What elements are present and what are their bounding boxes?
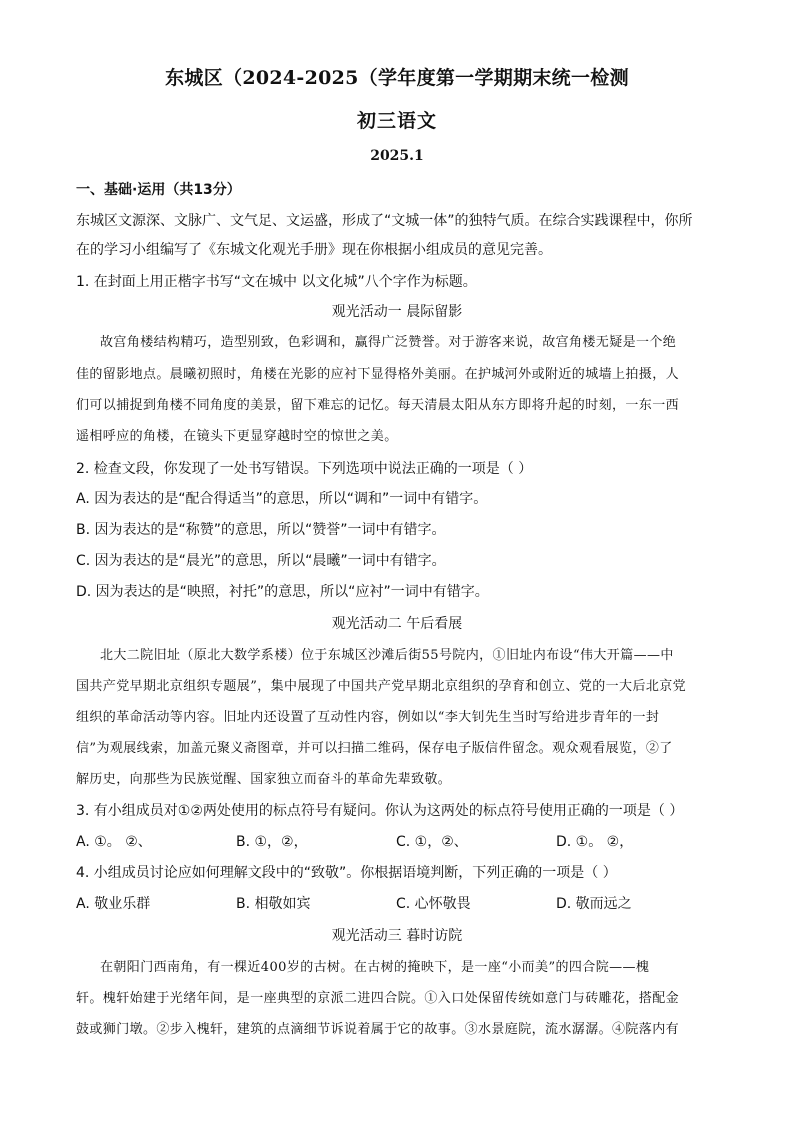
question-3-option: C. ①，②、 xyxy=(396,834,468,850)
activity-1-heading: 观光活动一 晨际留影 xyxy=(331,304,463,320)
question-4-stem: 4. 小组成员讨论应如何理解文段中的“致敬”。你根据语境判断，下列正确的一项是（ ） xyxy=(76,865,617,881)
passage-line: 故宫角楼结构精巧，造型别致，色彩调和，赢得广泛赞誉。对于游客来说，故宫角楼无疑是一个绝 xyxy=(100,335,677,350)
passage-line: 国共产党早期北京组织专题展”，集中展现了中国共产党早期北京组织的孕育和创立、党的一大后北京党 xyxy=(76,679,687,694)
passage-line: 解历史，向那些为民族觉醒、国家独立而奋斗的革命先辈致敬。 xyxy=(76,772,452,787)
question-3-stem: 3. 有小组成员对①②两处使用的标点符号有疑问。你认为这两处的标点符号使用正确的一项是（ ） xyxy=(76,803,684,819)
question-3-option: B. ①，②， xyxy=(236,834,308,850)
passage-line: 佳的留影地点。晨曦初照时，角楼在光影的应衬下显得格外美丽。在护城河外或附近的城墙上拍摄，人 xyxy=(76,367,680,382)
exam-subject: 初三语文 xyxy=(356,110,437,132)
passage-line: 轩。槐轩始建于光绪年间，是一座典型的京派二进四合院。①入口处保留传统如意门与砖雕花，搭配金 xyxy=(76,991,680,1006)
question-4-option: D. 敬而远之 xyxy=(556,896,632,912)
question-2-stem: 2. 检查文段，你发现了一处书写错误。下列选项中说法正确的一项是（ ） xyxy=(76,461,533,477)
exam-title: 东城区（2024-2025（学年度第一学期期末统一检测 xyxy=(165,67,629,89)
question-2-option: A. 因为表达的是“配合得适当”的意思，所以“调和”一词中有错字。 xyxy=(76,491,488,507)
activity-2-heading: 观光活动二 午后看展 xyxy=(331,616,463,632)
passage-line: 组织的革命活动等内容。旧址内还设置了互动性内容，例如以“李大钊先生当时写给进步青年的一封 xyxy=(76,710,660,725)
intro-line: 东城区文源深、文脉广、文气足、文运盛，形成了“文城一体”的独特气质。在综合实践课程中，你所 xyxy=(76,213,693,229)
activity-3-heading: 观光活动三 暮时访院 xyxy=(331,928,463,944)
question-4-option: C. 心怀敬畏 xyxy=(396,896,471,912)
passage-line: 鼓或狮门墩。②步入槐轩，建筑的点滴细节诉说着属于它的故事。③水景庭院，流水潺潺。④院落内有 xyxy=(76,1022,680,1037)
question-3-option: A. ①。 ②、 xyxy=(76,834,152,850)
passage-line: 在朝阳门西南角，有一棵近400岁的古树。在古树的掩映下，是一座“小而美”的四合院——槐 xyxy=(100,960,650,975)
question-2-option: D. 因为表达的是“映照，衬托”的意思，所以“应衬”一词中有错字。 xyxy=(76,584,489,600)
passage-line: 遥相呼应的角楼，在镜头下更显穿越时空的惊世之美。 xyxy=(76,429,398,444)
question-4-option: A. 敬业乐群 xyxy=(76,896,151,912)
question-3-option: D. ①。 ②， xyxy=(556,834,634,850)
passage-line: 们可以捕捉到角楼不同角度的美景，留下难忘的记忆。每天清晨太阳从东方即将升起的时刻，一东一西 xyxy=(76,398,680,413)
intro-line: 在的学习小组编写了《东城文化观光手册》现在你根据小组成员的意见完善。 xyxy=(76,242,552,258)
question-1: 1. 在封面上用正楷字书写“文在城中 以文化城”八个字作为标题。 xyxy=(76,274,477,290)
question-2-option: B. 因为表达的是“称赞”的意思，所以“赞誉”一词中有错字。 xyxy=(76,522,446,538)
question-4-option: B. 相敬如宾 xyxy=(236,896,311,912)
section-heading: 一、基础·运用（共13分） xyxy=(76,182,241,198)
exam-date: 2025.1 xyxy=(370,148,424,164)
question-2-option: C. 因为表达的是“晨光”的意思，所以“晨曦”一词中有错字。 xyxy=(76,553,446,569)
passage-line: 信”为观展线索，加盖元聚义斋图章，并可以扫描二维码，保存电子版信件留念。观众观看展览，②了 xyxy=(76,741,673,756)
passage-line: 北大二院旧址（原北大数学系楼）位于东城区沙滩后街55号院内，①旧址内布设“伟大开篇——中 xyxy=(100,648,674,663)
question-3-options xyxy=(76,832,716,852)
question-4-options xyxy=(76,894,716,914)
